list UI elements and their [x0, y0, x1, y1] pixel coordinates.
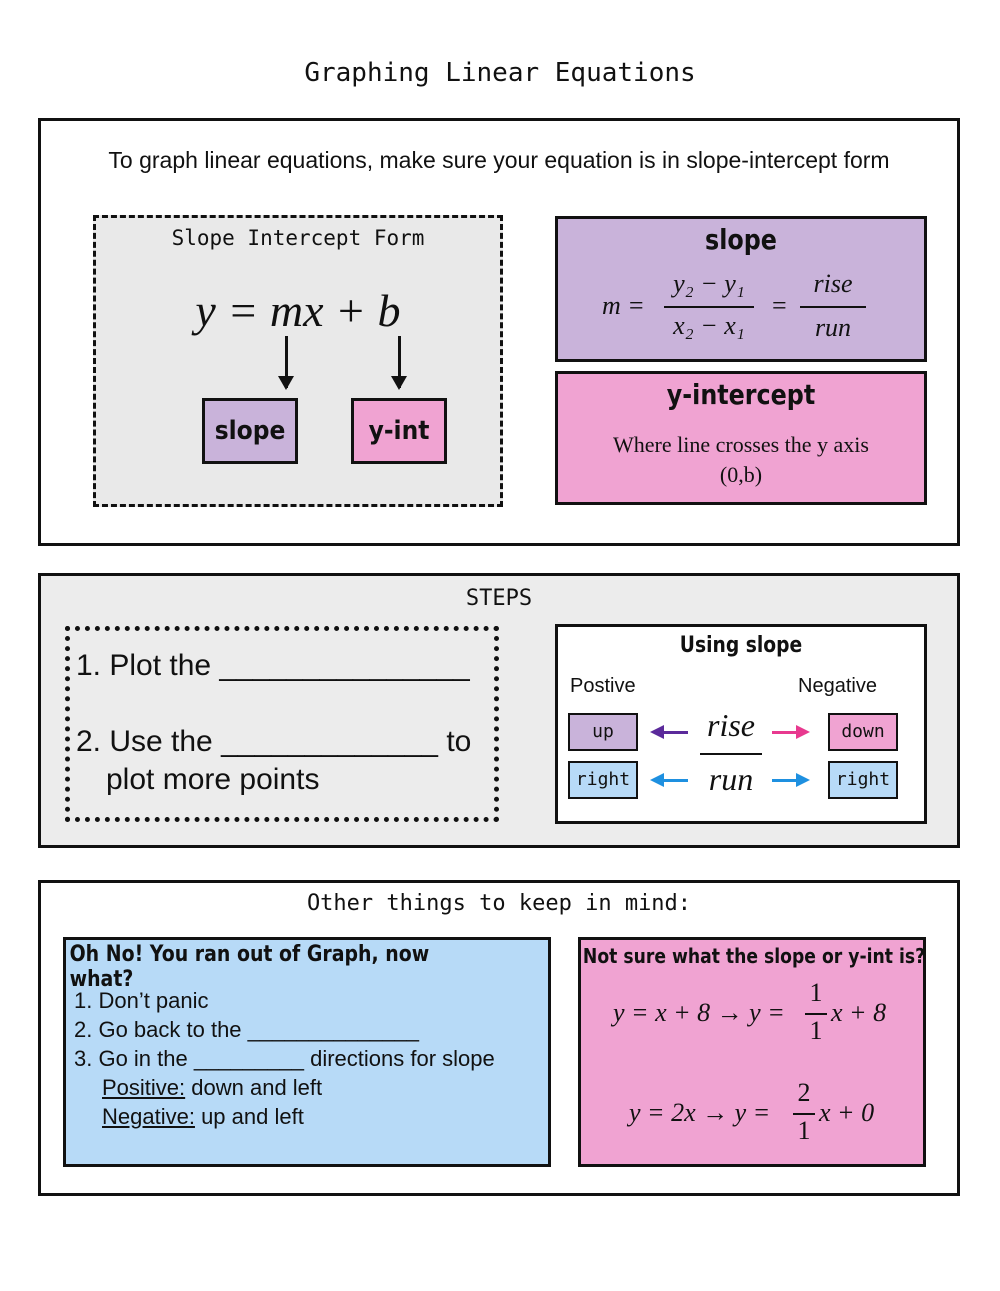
other-things-panel — [38, 880, 960, 1196]
eq1-right: x + 8 — [831, 998, 887, 1027]
arrow-down-icon — [285, 336, 288, 388]
step-2: 2. Use the _____________ to — [76, 725, 472, 758]
yint-line1: Where line crosses the y axis — [613, 432, 869, 457]
eq1-numerator: 1 — [809, 978, 823, 1007]
slope-definition-card — [555, 216, 927, 362]
steps-panel — [38, 573, 960, 848]
using-slope-card — [555, 624, 927, 824]
sif-title: Slope Intercept Form — [171, 226, 425, 250]
eq2-denominator: 1 — [797, 1116, 811, 1145]
fraction-bar — [700, 753, 762, 755]
slope-chip: slope — [202, 398, 298, 464]
negative-label: Negative: — [102, 1104, 195, 1129]
slope-denominator: x₂ − x₁ — [673, 311, 745, 340]
using-slope-title: Using slope — [679, 633, 803, 658]
yint-definition-card — [555, 371, 927, 505]
yint-line2: (0,b) — [719, 462, 763, 487]
slope-intercept-form-box — [93, 215, 503, 507]
eq1-left: y = x + 8 → y = — [613, 998, 785, 1027]
slope-m-eq: m = — [602, 291, 645, 320]
yint-heading: y-intercept — [666, 378, 816, 411]
positive-right-chip: right — [568, 761, 638, 799]
slope-numerator: y₂ − y₁ — [673, 269, 745, 298]
eq2-numerator: 2 — [797, 1078, 811, 1107]
slope-heading: slope — [705, 223, 777, 256]
slope-intercept-panel — [38, 118, 960, 546]
steps-title: STEPS — [465, 586, 533, 611]
other-title: Other things to keep in mind: — [306, 891, 692, 916]
arrow-left-icon — [662, 731, 688, 734]
arrow-right-icon — [772, 779, 798, 782]
sif-formula: y = mx + b — [195, 285, 401, 336]
steps-box — [65, 626, 499, 822]
page-title: Graphing Linear Equations — [304, 58, 696, 88]
not-sure-card — [578, 937, 926, 1167]
yint-chip: y-int — [351, 398, 447, 464]
slope-rise: rise — [813, 269, 853, 298]
using-rise: rise — [707, 707, 755, 743]
positive-text: down and left — [185, 1075, 323, 1100]
eq2-right: x + 0 — [819, 1098, 875, 1127]
graph-item-1: 1. Don’t panic — [74, 988, 209, 1013]
negative-label: Negative — [798, 675, 877, 697]
not-sure-heading: Not sure what the slope or y-int is? — [582, 944, 926, 968]
positive-label: Positive: — [102, 1075, 186, 1100]
intro-text: To graph linear equations, make sure your equation is in slope-intercept form — [108, 147, 890, 173]
ran-out-of-graph-card — [63, 937, 551, 1167]
graph-item-2: 2. Go back to the ______________ — [74, 1017, 419, 1042]
slope-run: run — [814, 313, 852, 342]
fraction-bar — [793, 1113, 815, 1115]
slope-equals: = — [772, 291, 787, 320]
arrow-left-icon — [662, 779, 688, 782]
using-run: run — [708, 761, 754, 797]
fraction-bar — [800, 306, 866, 308]
positive-direction — [102, 1073, 322, 1102]
positive-label: Postive — [570, 675, 636, 697]
arrow-down-icon — [398, 336, 401, 388]
ran-out-heading: Oh No! You ran out of Graph, now what? — [69, 942, 430, 992]
graph-item-3: 3. Go in the _________ directions for slope — [74, 1046, 495, 1071]
negative-direction — [102, 1102, 304, 1131]
negative-right-chip: right — [828, 761, 898, 799]
fraction-bar — [664, 306, 754, 308]
eq2-left: y = 2x → y = — [629, 1098, 771, 1127]
positive-up-chip: up — [568, 713, 638, 751]
arrow-right-icon — [772, 731, 798, 734]
negative-down-chip: down — [828, 713, 898, 751]
eq1-denominator: 1 — [809, 1016, 823, 1045]
step-2-continued: plot more points — [106, 763, 320, 796]
negative-text: up and left — [194, 1104, 304, 1129]
fraction-bar — [805, 1013, 827, 1015]
step-1: 1. Plot the _______________ — [76, 649, 470, 682]
